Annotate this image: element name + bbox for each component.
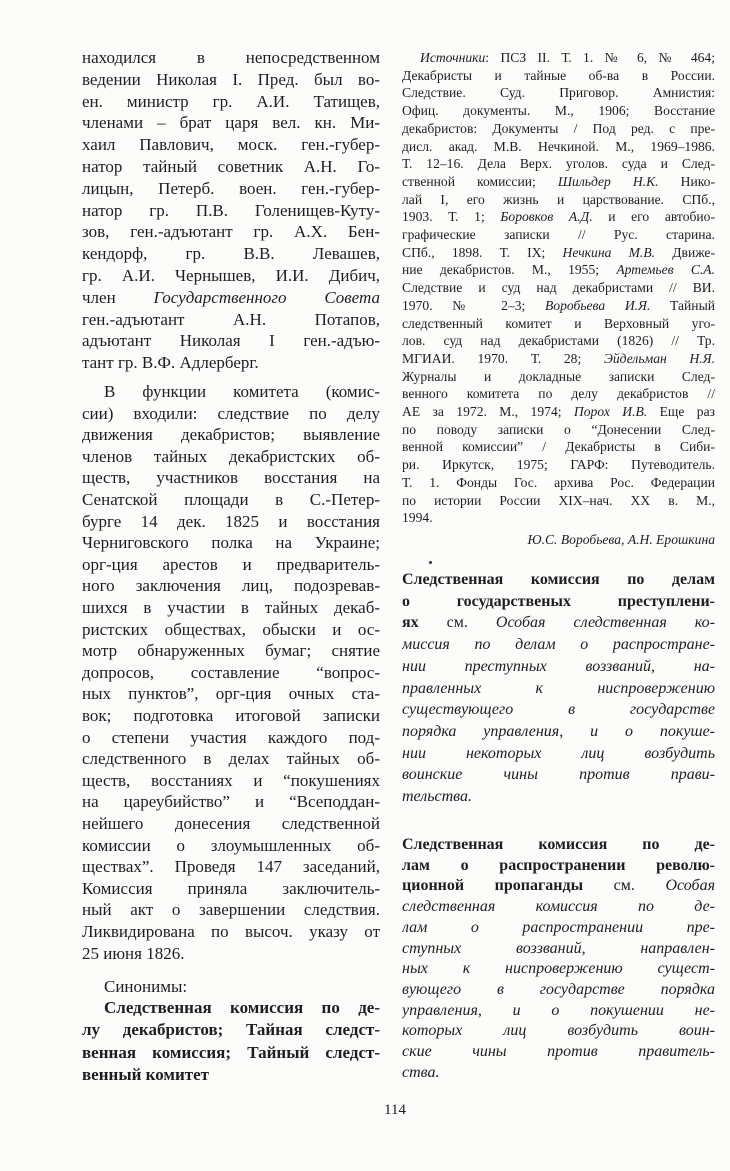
text-segment: ществ, участников восстания на [82,468,380,488]
text-line [82,943,380,965]
text-line [82,1042,380,1064]
text-segment: Декабристы и тайные об-ва в России. [402,67,715,83]
text-line [402,1021,715,1042]
text-line [104,997,380,1019]
italic-text: Ю.С. Воробьева, А.Н. Ерошкина [527,532,715,547]
bold-text: ях [402,614,419,632]
text-line [402,385,715,403]
stray-dot [429,561,432,564]
text-line [402,84,715,102]
text-line [402,208,715,226]
text-segment: натор тайный советник А.Н. Го- [82,157,380,176]
text-line [402,102,715,120]
text-segment: членов тайных декабристских об- [82,446,380,466]
text-segment: : ПСЗ II. Т. 1. № 6, № 464; [485,50,715,65]
text-line [82,813,380,835]
text-line [82,424,380,446]
text-segment: ных пунктов”, орг-ция очных ста- [82,684,380,704]
text-line [82,511,380,533]
bold-text: Следственная комиссия по де- [104,998,380,1017]
text-segment: ние декабристов. М., 1955; [402,262,617,278]
text-line [402,634,715,656]
text-line [402,403,715,421]
italic-text: которых лиц возбудить воин- [402,1022,715,1040]
text-segment: ристских обществах, обыски и ос- [82,619,380,639]
text-line [82,69,380,91]
text-line [82,91,380,113]
text-segment: Офиц. документы. М., 1906; Восстание [402,103,715,119]
text-line [402,980,715,1001]
text-line [82,1019,380,1041]
text-line [82,640,380,662]
text-segment: Сенатской площади в С.-Петер- [82,490,380,509]
text-segment: кендорф, гр. В.В. Левашев, [82,244,380,264]
italic-text: следственная комиссия по де- [402,898,715,916]
text-segment: лов. суд над декабристами (1826) // Тр. [402,333,715,349]
text-segment: членами – брат царя вел. кн. Ми- [82,113,380,133]
text-segment: 25 июня 1826. [82,943,185,963]
text-line [82,856,380,878]
text-segment: на цареубийство” и “Всеподдан- [82,792,380,812]
text-line [82,156,380,178]
text-segment: графические записки // Рус. старина. [402,227,715,242]
bold-text: Следственная комиссия по де- [402,836,715,853]
text-line [402,368,715,386]
text-segment: Нико- [658,173,715,189]
text-segment: находился в непосредственном [82,48,380,67]
text-line [402,897,715,918]
text-segment: венной комиссии” / Декабристы в Сиби- [402,439,715,455]
italic-text: ства. [402,1063,440,1081]
text-segment: В функции комитета (комис- [104,382,380,401]
text-line [82,748,380,770]
italic-text: Эйдельман Н.Я. [603,350,715,366]
italic-text: Особая следственная ко- [495,614,715,632]
text-segment: Ликвидирована по высоч. указу от [82,922,380,941]
text-line [402,835,715,856]
text-line [82,597,380,619]
text-segment: венного комитета по делу декабристов // [402,386,715,402]
text-line [82,309,380,331]
text-line [402,173,715,191]
bold-text: венный комитет [82,1064,210,1084]
text-line [82,112,380,134]
text-line [82,178,380,200]
text-line [82,243,380,265]
italic-text: Порох И.В. [573,404,648,419]
text-segment: вок; подготовка итоговой записки [82,706,380,725]
text-line [82,921,380,943]
italic-text: Особая [665,877,715,895]
text-segment: бурге 14 дек. 1825 и восстания [82,511,380,531]
text-segment: МГИАИ. 1970. Т. 28; [402,350,604,366]
text-segment: Синонимы: [104,977,188,996]
italic-text: ские чины против правитель- [402,1043,715,1060]
text-line [402,1042,715,1063]
text-segment: гр. А.И. Чернышев, И.И. Дибич, [82,266,380,285]
text-line [82,662,380,684]
text-line [82,770,380,792]
text-segment: см. [418,614,496,632]
text-segment: член [82,287,154,307]
text-segment: о степени участия каждого под- [82,727,380,747]
bold-text: лам о распространении револю- [402,856,715,874]
text-line [82,878,380,900]
text-line [402,315,715,333]
text-segment: тант гр. В.Ф. Адлерберг. [82,353,259,373]
text-line [402,918,715,939]
text-line [402,421,715,439]
text-line [402,297,715,315]
text-segment: ген.-адъютант А.Н. Потапов, [82,309,380,329]
text-line [402,699,715,721]
italic-text: правленных к ниспровержению [402,679,715,697]
text-line [82,446,380,468]
text-line [402,155,715,173]
text-line [104,976,380,998]
text-segment: ществах”. Проведя 147 заседаний, [82,857,380,877]
text-line [402,959,715,980]
italic-text: Источники [420,50,486,65]
text-segment: хаил Павлович, моск. ген.-губер- [82,135,380,155]
text-segment: Еще раз [647,404,715,419]
text-segment: 1903. Т. 1; [402,209,501,225]
italic-text: лам о распространении пре- [402,918,715,936]
italic-text: нии некоторых лиц возбудить [402,744,715,762]
italic-text: Артемьев С.А. [616,262,715,278]
text-segment: ри. Иркутск, 1975; ГАРФ: Путеводитель. [402,457,715,473]
text-line [82,489,380,511]
text-line [402,876,715,897]
page-number: 114 [384,1102,406,1118]
text-segment: 1994. [402,510,433,526]
text-segment: декабристов: Документы / Под ред. с пре- [402,120,715,136]
text-segment: Т. 12–16. Дела Верх. уголов. суда и След- [402,156,715,172]
text-line [82,899,380,921]
text-line [82,134,380,156]
text-segment: адъютант Николая I ген.-адъю- [82,331,380,351]
text-segment: нейшего донесения следственной [82,814,380,833]
text-line [82,683,380,705]
text-line [82,47,380,69]
text-line [402,191,715,209]
text-line [402,67,715,85]
bold-text: лу декабристов; Тайная следст- [82,1020,380,1040]
text-line [82,1064,380,1086]
text-segment: АЕ за 1972. М., 1974; [402,404,574,419]
text-segment: лай I, его жизнь и царствование. СПб., [402,191,715,207]
italic-text: вующего в государстве порядка [402,980,715,998]
text-segment: по истории России XIX–нач. XX в. М., [402,492,715,508]
italic-text: миссия по делам о распростране- [402,636,715,654]
text-segment: 1970. № 2–3; [402,297,545,313]
text-line [82,221,380,243]
text-line [82,265,380,287]
text-segment: ществ, восстаниях и “покушениях [82,770,380,790]
text-line [82,727,380,749]
text-line [420,49,715,67]
italic-text: Боровков А.Д. [500,209,593,225]
italic-text: Государственного Совета [153,287,380,307]
text-segment: зов, ген.-адъютант гр. А.Х. Бен- [82,222,380,242]
text-segment: лицын, Петерб. воен. ген.-губер- [82,178,380,198]
text-segment: мотр обнаруженных бумаг; снятие [82,641,380,661]
text-segment: ведении Николая I. Пред. был во- [82,69,380,89]
text-segment: комиссии о злоумышленных об- [82,835,380,855]
text-segment: Черниговского полка на Украине; [82,533,380,553]
text-line [402,492,715,510]
text-line [402,1063,715,1084]
italic-text: порядка управления, и о покуше- [402,722,715,740]
text-line [402,332,715,350]
text-segment: орг-ция арестов и предваритель- [82,554,380,574]
text-line [82,705,380,727]
text-segment: ный акт о завершении следствия. [82,900,380,920]
text-line [82,403,380,425]
text-line [82,575,380,597]
italic-text: тельства. [402,788,473,805]
text-line [402,509,715,527]
text-segment: СПб., 1898. Т. IX; [402,244,563,260]
text-line [402,138,715,156]
text-line [402,656,715,678]
text-line [402,438,715,456]
text-segment: допросов, составление “вопрос- [82,662,380,682]
text-line [402,1001,715,1022]
text-line [82,287,380,309]
italic-text: существующего в государстве [402,701,715,719]
text-line [82,791,380,813]
italic-text: Шильдер Н.К. [557,173,659,189]
text-segment: ного заключения лиц, подозревав- [82,576,380,596]
bold-text: о государственых преступлени- [402,592,715,610]
text-segment: Т. 1. Фонды Гос. архива Рос. Федерации [402,474,715,490]
bold-text: Следственная комиссия по делам [402,571,715,588]
text-segment: Движе- [655,244,715,260]
text-line [402,678,715,700]
italic-text: воинские чины против прави- [402,766,715,784]
text-line [402,764,715,786]
italic-text: ных к ниспровержению сущест- [402,960,715,978]
text-line [104,381,380,403]
text-line [402,939,715,960]
text-line [402,743,715,765]
text-line [82,532,380,554]
text-segment: ен. министр гр. А.И. Татищев, [82,91,380,111]
italic-text: Воробьева И.Я. [544,297,651,313]
text-segment: Следствие и суд над декабристами // ВИ. [402,280,715,296]
text-segment: движения декабристов; выявление [82,425,380,445]
text-segment: ственной комиссии; [402,173,558,189]
text-line [402,591,715,613]
text-segment: см. [583,877,666,895]
text-segment: и его автобио- [592,209,715,225]
text-line [82,835,380,857]
text-line [82,554,380,576]
text-line [82,619,380,641]
text-line [402,261,715,279]
text-line [402,120,715,138]
text-segment: Комиссия приняла заключитель- [82,878,380,898]
text-line [402,786,715,808]
bold-text: ционной пропаганды [402,877,584,895]
text-segment: Журналы и докладные записки След- [402,368,715,384]
text-line [402,569,715,591]
text-segment: сии) входили: следствие по делу [82,403,380,423]
text-segment: дисл. акад. М.В. Нечкиной. М., 1969–1986. [402,138,715,154]
text-segment: натор гр. П.В. Голенищев-Куту- [82,200,380,220]
text-line [402,721,715,743]
text-segment: Тайный [650,297,715,313]
text-line [82,200,380,222]
text-line [402,244,715,262]
text-line [82,467,380,489]
text-line [82,352,380,374]
text-line [402,531,715,549]
italic-text: нии преступных воззваний, на- [402,657,715,675]
bold-text: венная комиссия; Тайный следст- [82,1042,380,1062]
text-line [402,279,715,297]
text-segment: следственного в делах тайных об- [82,749,380,769]
text-segment: шихся в участии в тайных декаб- [82,598,380,617]
text-line [402,226,715,244]
text-segment: по поводу записки о “Донесении След- [402,421,715,437]
text-line [402,612,715,634]
italic-text: Нечкина М.В. [562,244,656,260]
italic-text: ступных воззваний, направлен- [402,939,715,957]
text-line [402,856,715,877]
text-line [402,456,715,474]
italic-text: управления, и о покушении не- [402,1001,715,1019]
text-line [402,350,715,368]
text-segment: следственный комитет и Верховный уго- [402,315,715,331]
text-line [402,474,715,492]
text-line [82,330,380,352]
text-segment: Следствие. Суд. Приговор. Амнистия: [402,85,715,101]
